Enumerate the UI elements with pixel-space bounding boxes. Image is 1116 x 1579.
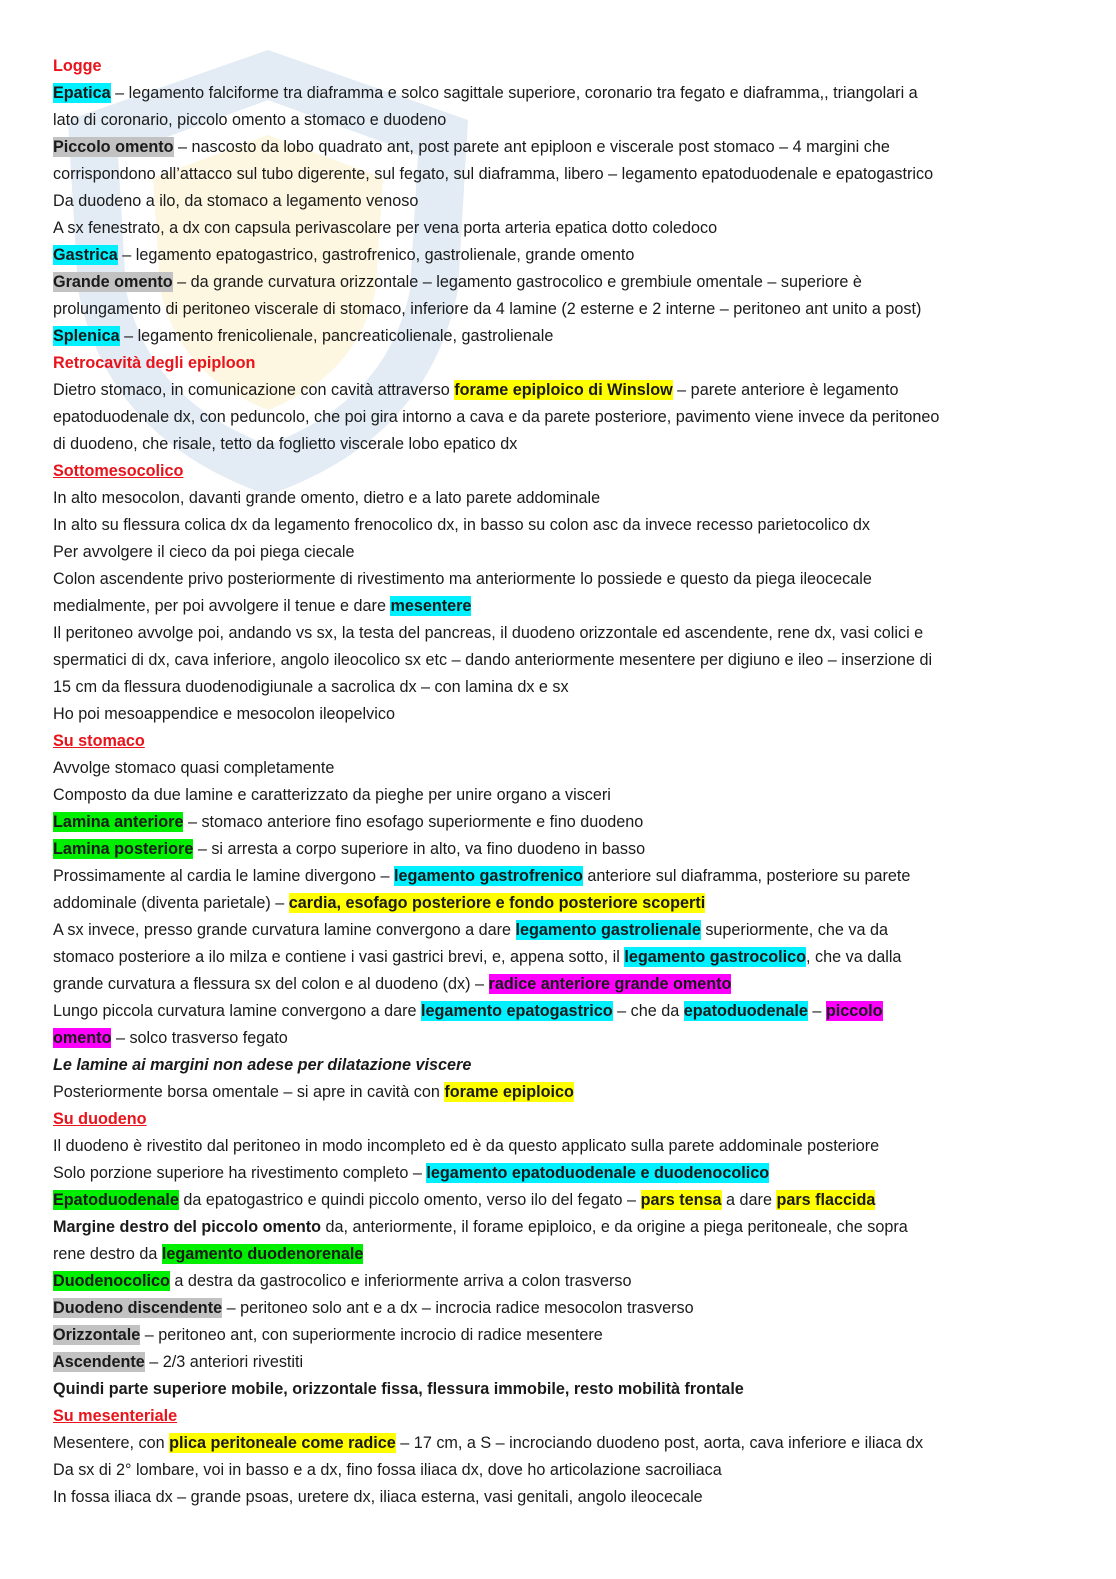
highlighted-term: Piccolo omento <box>53 138 174 156</box>
text-run: Il duodeno è rivestito dal peritoneo in modo incompleto ed è da questo applicato sulla parete addominale posteriore <box>53 1137 880 1155</box>
text-line <box>53 1322 1088 1349</box>
text-line <box>53 944 1088 971</box>
highlighted-term: Epatica <box>53 84 111 102</box>
text-line <box>53 1484 1088 1511</box>
text-line <box>53 782 1088 809</box>
text-line <box>53 1187 1088 1214</box>
text-line <box>53 431 1088 458</box>
text-line <box>53 269 1088 296</box>
text-run: da, anteriormente, il forame epiploico, e da origine a piega peritoneale, che sopra <box>321 1218 908 1236</box>
highlighted-term: legamento gastrolienale <box>515 921 701 939</box>
text-line <box>53 377 1088 404</box>
text-line <box>53 404 1088 431</box>
text-line <box>53 701 1088 728</box>
text-line <box>53 1403 1088 1430</box>
text-run: Colon ascendente privo posteriormente di rivestimento ma anteriormente lo possiede e questo da piega ileocecale <box>53 570 872 588</box>
highlighted-term: cardia, esofago posteriore e fondo posteriore scoperti <box>288 894 706 912</box>
text-run: grande curvatura a flessura sx del colon e al duodeno (dx) – <box>53 975 489 993</box>
text-run: Ho poi mesoappendice e mesocolon ileopelvico <box>53 705 395 723</box>
text-run: – <box>807 1002 826 1020</box>
text-line <box>53 836 1088 863</box>
text-line <box>53 1160 1088 1187</box>
text-run: addominale (diventa parietale) – <box>53 894 289 912</box>
text-run: a dare <box>721 1191 777 1209</box>
highlighted-term: Duodeno discendente <box>53 1299 223 1317</box>
text-run: – 2/3 anteriori rivestiti <box>144 1353 304 1371</box>
text-run: Posteriormente borsa omentale – si apre in cavità con <box>53 1083 445 1101</box>
text-run: In alto su flessura colica dx da legamento frenocolico dx, in basso su colon asc da invece recesso parietocolico dx <box>53 516 871 534</box>
text-run: corrispondono all’attacco sul tubo digerente, sul fegato, sul diaframma, libero – legamento epatoduodenale e epatogastrico <box>53 165 934 183</box>
text-line <box>53 1457 1088 1484</box>
text-run: Dietro stomaco, in comunicazione con cavità attraverso <box>53 381 455 399</box>
highlighted-term: Lamina posteriore <box>53 840 194 858</box>
text-run: In alto mesocolon, davanti grande omento, dietro e a lato parete addominale <box>53 489 601 507</box>
text-run: – solco trasverso fegato <box>111 1029 288 1047</box>
highlighted-term: legamento epatoduodenale e duodenocolico <box>426 1164 770 1182</box>
text-line <box>53 1430 1088 1457</box>
text-run: – da grande curvatura orizzontale – legamento gastrocolico e grembiule omentale – superiore è <box>172 273 862 291</box>
text-run: medialmente, per poi avvolgere il tenue e dare <box>53 597 391 615</box>
section-heading: Su stomaco <box>53 732 145 750</box>
text-line <box>53 1349 1088 1376</box>
text-line <box>53 593 1088 620</box>
bold-text: Le lamine ai margini non adese per dilatazione viscere <box>53 1056 472 1074</box>
text-line <box>53 1214 1088 1241</box>
text-line <box>53 296 1088 323</box>
text-run: 15 cm da flessura duodenodigiunale a sacrolica dx – con lamina dx e sx <box>53 678 569 696</box>
text-line <box>53 755 1088 782</box>
bold-text: Margine destro del piccolo omento <box>53 1218 322 1236</box>
text-run: , che va dalla <box>806 948 902 966</box>
text-run: – legamento epatogastrico, gastrofrenico, gastrolienale, grande omento <box>117 246 635 264</box>
text-run: Da duodeno a ilo, da stomaco a legamento venoso <box>53 192 419 210</box>
text-run: spermatici di dx, cava inferiore, angolo ileocolico sx etc – dando anteriormente mesentere per digiuno e ileo – inserzione di <box>53 651 933 669</box>
bold-text: Quindi parte superiore mobile, orizzontale fissa, flessura immobile, resto mobilità frontale <box>53 1380 744 1398</box>
text-run: lato di coronario, piccolo omento a stomaco e duodeno <box>53 111 447 129</box>
section-heading: Sottomesocolico <box>53 462 184 480</box>
text-line <box>53 674 1088 701</box>
text-line <box>53 809 1088 836</box>
text-line <box>53 80 1088 107</box>
text-line <box>53 1052 1088 1079</box>
text-run: anteriore sul diaframma, posteriore su parete <box>582 867 911 885</box>
highlighted-term: Epatoduodenale <box>53 1191 179 1209</box>
text-line <box>53 566 1088 593</box>
text-run: Lungo piccola curvatura lamine convergono a dare <box>53 1002 422 1020</box>
text-line <box>53 1295 1088 1322</box>
text-run: prolungamento di peritoneo viscerale di stomaco, inferiore da 4 lamine (2 esterne e 2 interne – peritoneo ant unito a post) <box>53 300 922 318</box>
text-line <box>53 323 1088 350</box>
text-line <box>53 1376 1088 1403</box>
text-line <box>53 512 1088 539</box>
text-run: rene destro da <box>53 1245 162 1263</box>
text-run: – peritoneo ant, con superiormente incrocio di radice mesentere <box>140 1326 603 1344</box>
highlighted-term: Orizzontale <box>53 1326 141 1344</box>
highlighted-term: Splenica <box>53 327 120 345</box>
text-line <box>53 1106 1088 1133</box>
text-run: stomaco posteriore a ilo milza e contiene i vasi gastrici brevi, e, appena sotto, il <box>53 948 625 966</box>
text-run: – peritoneo solo ant e a dx – incrocia radice mesocolon trasverso <box>222 1299 694 1317</box>
text-run: a destra da gastrocolico e inferiormente arriva a colon trasverso <box>169 1272 632 1290</box>
text-run: Composto da due lamine e caratterizzato da pieghe per unire organo a visceri <box>53 786 611 804</box>
text-run: Mesentere, con <box>53 1434 170 1452</box>
highlighted-term: omento <box>53 1029 112 1047</box>
section-heading: Retrocavità degli epiploon <box>53 354 256 372</box>
highlighted-term: Gastrica <box>53 246 118 264</box>
text-line <box>53 890 1088 917</box>
highlighted-term: plica peritoneale come radice <box>169 1434 396 1452</box>
highlighted-term: Lamina anteriore <box>53 813 184 831</box>
text-line <box>53 728 1088 755</box>
text-line <box>53 242 1088 269</box>
text-line <box>53 1268 1088 1295</box>
text-run: Avvolge stomaco quasi completamente <box>53 759 335 777</box>
text-line <box>53 1025 1088 1052</box>
text-line <box>53 107 1088 134</box>
text-run: epatoduodenale dx, con peduncolo, che poi gira intorno a cava e da parete posteriore, pavimento viene invece da peritoneo <box>53 408 940 426</box>
text-run: A sx fenestrato, a dx con capsula perivascolare per vena porta arteria epatica dotto coledoco <box>53 219 718 237</box>
text-run: – nascosto da lobo quadrato ant, post parete ant epiploon e viscerale post stomaco – 4 margini che <box>173 138 890 156</box>
text-line <box>53 161 1088 188</box>
text-run: Prossimamente al cardia le lamine divergono – <box>53 867 395 885</box>
text-line <box>53 485 1088 512</box>
text-run: Per avvolgere il cieco da poi piega ciecale <box>53 543 355 561</box>
highlighted-term: Ascendente <box>53 1353 145 1371</box>
text-run: – si arresta a corpo superiore in alto, va fino duodeno in basso <box>193 840 646 858</box>
text-run: – legamento falciforme tra diaframma e solco sagittale superiore, coronario tra fegato e diaframma,, triangolari a <box>110 84 918 102</box>
highlighted-term: mesentere <box>390 597 472 615</box>
highlighted-term: legamento epatogastrico <box>421 1002 613 1020</box>
highlighted-term: legamento gastrofrenico <box>394 867 583 885</box>
text-line <box>53 1241 1088 1268</box>
text-run: A sx invece, presso grande curvatura lamine convergono a dare <box>53 921 516 939</box>
notes-body <box>53 53 1088 1511</box>
text-run: – 17 cm, a S – incrociando duodeno post, aorta, cava inferiore e iliaca dx <box>395 1434 924 1452</box>
text-run: da epatogastrico e quindi piccolo omento, verso ilo del fegato – <box>178 1191 641 1209</box>
text-line <box>53 215 1088 242</box>
text-run: di duodeno, che risale, tetto da foglietto viscerale lobo epatico dx <box>53 435 518 453</box>
text-run: In fossa iliaca dx – grande psoas, uretere dx, iliaca esterna, vasi genitali, angolo ileocecale <box>53 1488 703 1506</box>
text-run: – che da <box>612 1002 684 1020</box>
text-line <box>53 917 1088 944</box>
text-line <box>53 53 1088 80</box>
highlighted-term: Grande omento <box>53 273 173 291</box>
highlighted-term: epatoduodenale <box>683 1002 808 1020</box>
highlighted-term: legamento gastrocolico <box>624 948 807 966</box>
highlighted-term: pars flaccida <box>776 1191 876 1209</box>
highlighted-term: forame epiploico di Winslow <box>454 381 673 399</box>
highlighted-term: radice anteriore grande omento <box>488 975 732 993</box>
text-line <box>53 539 1088 566</box>
highlighted-term: pars tensa <box>640 1191 722 1209</box>
text-run: Da sx di 2° lombare, voi in basso e a dx, fino fossa iliaca dx, dove ho articolazione sacroiliaca <box>53 1461 722 1479</box>
text-line <box>53 998 1088 1025</box>
text-run: – stomaco anteriore fino esofago superiormente e fino duodeno <box>183 813 644 831</box>
text-line <box>53 971 1088 998</box>
text-run: Solo porzione superiore ha rivestimento completo – <box>53 1164 427 1182</box>
text-line <box>53 1079 1088 1106</box>
highlighted-term: forame epiploico <box>444 1083 574 1101</box>
text-line <box>53 188 1088 215</box>
section-heading: Su mesenteriale <box>53 1407 178 1425</box>
highlighted-term: piccolo <box>825 1002 883 1020</box>
text-run: – parete anteriore è legamento <box>672 381 899 399</box>
highlighted-term: legamento duodenorenale <box>161 1245 364 1263</box>
text-line <box>53 1133 1088 1160</box>
text-line <box>53 620 1088 647</box>
text-line <box>53 134 1088 161</box>
highlighted-term: Duodenocolico <box>53 1272 170 1290</box>
text-run: superiormente, che va da <box>700 921 888 939</box>
section-heading: Logge <box>53 57 102 75</box>
text-run: Il peritoneo avvolge poi, andando vs sx, la testa del pancreas, il duodeno orizzontale ed ascendente, rene dx, vasi colici e <box>53 624 924 642</box>
text-line <box>53 647 1088 674</box>
text-run: – legamento frenicolienale, pancreaticolienale, gastrolienale <box>119 327 554 345</box>
text-line <box>53 863 1088 890</box>
section-heading: Su duodeno <box>53 1110 147 1128</box>
text-line <box>53 350 1088 377</box>
text-line <box>53 458 1088 485</box>
